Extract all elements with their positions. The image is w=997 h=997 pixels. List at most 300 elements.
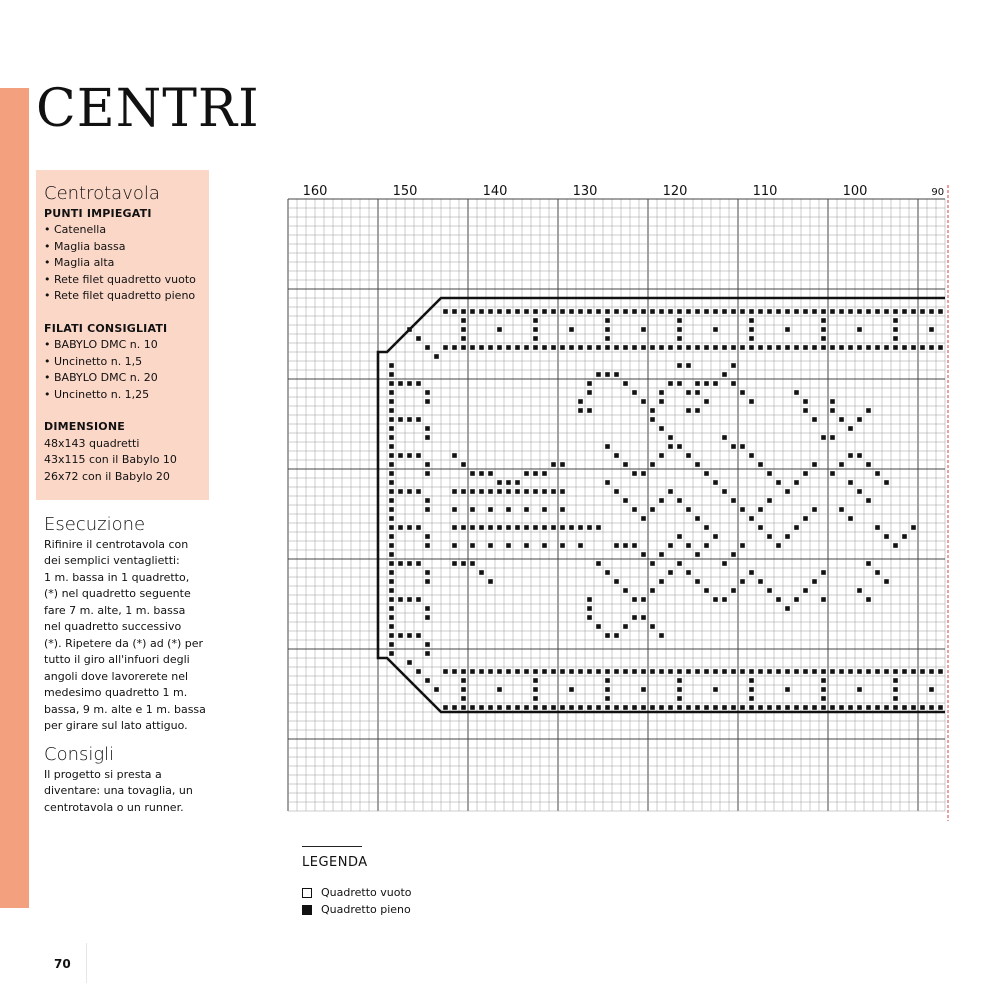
filled-cell: [776, 705, 781, 710]
filled-cell: [623, 309, 628, 314]
filled-cell: [821, 570, 826, 575]
filled-cell: [461, 669, 466, 674]
filled-cell: [596, 372, 601, 377]
filled-cell: [389, 480, 394, 485]
filled-cell: [623, 498, 628, 503]
filled-cell: [686, 345, 691, 350]
filled-cell: [884, 309, 889, 314]
filled-cell: [884, 669, 889, 674]
filled-cell: [911, 669, 916, 674]
list-item: • Maglia bassa: [44, 239, 201, 256]
filled-cell: [623, 588, 628, 593]
filled-cell: [470, 471, 475, 476]
tips-line: centrotavola o un runner.: [44, 800, 184, 814]
filled-cell: [479, 525, 484, 530]
filled-cell: [695, 579, 700, 584]
filled-cell: [506, 480, 511, 485]
filled-cell: [389, 417, 394, 422]
filled-cell: [677, 498, 682, 503]
filled-cell: [677, 336, 682, 341]
filled-cell: [452, 309, 457, 314]
filled-cell: [659, 705, 664, 710]
filled-cell: [389, 372, 394, 377]
filled-cell: [425, 642, 430, 647]
filled-cell: [578, 408, 583, 413]
filled-cell: [587, 345, 592, 350]
filled-cell: [902, 534, 907, 539]
filled-cell: [695, 381, 700, 386]
filled-cell: [830, 435, 835, 440]
filled-cell: [425, 426, 430, 431]
filled-cell: [398, 561, 403, 566]
filled-cell: [875, 525, 880, 530]
filled-cell: [677, 318, 682, 323]
filled-cell: [605, 633, 610, 638]
filled-cell: [713, 309, 718, 314]
filled-cell: [524, 669, 529, 674]
filled-cell: [515, 669, 520, 674]
tick-label: 140: [482, 184, 508, 199]
execution-line: angoli dove lavorerete nel: [44, 669, 189, 683]
filled-cell: [398, 381, 403, 386]
list-item: • Rete filet quadretto pieno: [44, 288, 201, 305]
filled-cell: [587, 390, 592, 395]
dimension-line: 43x115 con il Babylo 10: [44, 453, 177, 467]
filled-cell: [893, 318, 898, 323]
filled-cell: [623, 345, 628, 350]
filled-cell: [470, 525, 475, 530]
filled-cell: [893, 543, 898, 548]
filled-cell: [407, 597, 412, 602]
filled-cell: [776, 480, 781, 485]
filled-cell: [497, 327, 502, 332]
yarns-list: [44, 337, 201, 403]
filled-cell: [407, 525, 412, 530]
filled-cell: [884, 345, 889, 350]
filled-cell: [488, 471, 493, 476]
filled-cell: [668, 444, 673, 449]
filled-cell: [803, 345, 808, 350]
filled-cell: [920, 309, 925, 314]
filled-cell: [407, 489, 412, 494]
filled-cell: [641, 615, 646, 620]
filled-cell: [389, 552, 394, 557]
filled-cell: [587, 615, 592, 620]
filled-cell: [389, 525, 394, 530]
filled-cell: [839, 417, 844, 422]
filled-cell: [533, 687, 538, 692]
filled-cell: [560, 705, 565, 710]
filled-cell: [650, 624, 655, 629]
filled-cell: [650, 588, 655, 593]
filled-cell: [398, 453, 403, 458]
filled-cell: [821, 318, 826, 323]
filled-cell: [839, 345, 844, 350]
filled-cell: [443, 309, 448, 314]
filled-cell: [641, 597, 646, 602]
filled-cell: [623, 624, 628, 629]
filled-cell: [398, 597, 403, 602]
filled-cell: [767, 498, 772, 503]
filled-cell: [821, 678, 826, 683]
filled-cell: [389, 444, 394, 449]
execution-line: dei semplici ventaglietti:: [44, 554, 180, 568]
filled-cell: [767, 669, 772, 674]
filled-cell: [704, 543, 709, 548]
filled-cell: [623, 705, 628, 710]
filled-cell: [452, 453, 457, 458]
filled-cell: [875, 471, 880, 476]
tick-label: 130: [572, 184, 598, 199]
filled-cell: [713, 687, 718, 692]
filled-cell: [389, 390, 394, 395]
filled-cell: [668, 570, 673, 575]
filled-cell: [866, 669, 871, 674]
tick-label: 90: [931, 187, 945, 198]
filled-cell: [641, 516, 646, 521]
filled-cell: [596, 309, 601, 314]
filled-cell: [749, 705, 754, 710]
filled-cell: [776, 309, 781, 314]
list-item: • Uncinetto n. 1,25: [44, 387, 201, 404]
filled-cell: [704, 399, 709, 404]
filled-cell: [893, 669, 898, 674]
filled-cell: [677, 534, 682, 539]
filled-cell: [758, 669, 763, 674]
filled-cell: [407, 381, 412, 386]
filled-cell: [848, 669, 853, 674]
filled-cell: [560, 489, 565, 494]
filled-cell: [812, 309, 817, 314]
filled-cell: [461, 705, 466, 710]
filled-cell: [830, 408, 835, 413]
stitches-heading: PUNTI IMPIEGATI: [44, 206, 152, 220]
filled-cell: [389, 453, 394, 458]
filled-cell: [749, 453, 754, 458]
filled-cell: [920, 705, 925, 710]
filled-cell: [902, 669, 907, 674]
filled-cell: [596, 624, 601, 629]
filled-cell: [749, 516, 754, 521]
filled-cell: [686, 543, 691, 548]
filled-cell: [740, 705, 745, 710]
tick-label: 150: [392, 184, 418, 199]
filled-cell: [677, 678, 682, 683]
filled-cell: [713, 669, 718, 674]
filled-cell: [533, 489, 538, 494]
filled-cell: [911, 345, 916, 350]
filled-cell: [461, 336, 466, 341]
filled-cell: [731, 588, 736, 593]
filled-cell: [551, 669, 556, 674]
filled-cell: [632, 390, 637, 395]
filled-cell: [461, 678, 466, 683]
filled-cell: [722, 597, 727, 602]
filled-cell: [695, 345, 700, 350]
filled-cell: [785, 345, 790, 350]
filled-cell: [407, 660, 412, 665]
filled-cell: [524, 543, 529, 548]
filled-cell: [596, 705, 601, 710]
filled-cell: [893, 705, 898, 710]
filled-cell: [803, 705, 808, 710]
filled-cell: [425, 615, 430, 620]
filled-cell: [425, 543, 430, 548]
filled-cell: [650, 705, 655, 710]
execution-line: nel quadretto successivo: [44, 620, 182, 634]
tick-label: 100: [842, 184, 868, 199]
filled-cell: [659, 390, 664, 395]
filled-cell: [749, 678, 754, 683]
filled-cell: [389, 606, 394, 611]
filled-cell: [470, 507, 475, 512]
filled-cell: [641, 687, 646, 692]
filled-cell: [677, 381, 682, 386]
filled-cell: [461, 309, 466, 314]
filled-cell: [740, 669, 745, 674]
filled-cell: [758, 705, 763, 710]
filled-cell: [749, 669, 754, 674]
filled-cell: [524, 525, 529, 530]
filled-cell: [443, 705, 448, 710]
filled-cell: [812, 345, 817, 350]
filled-cell: [614, 705, 619, 710]
filled-cell: [452, 705, 457, 710]
filled-cell: [641, 309, 646, 314]
filled-cell: [938, 309, 943, 314]
filled-cell: [704, 309, 709, 314]
filled-cell: [857, 309, 862, 314]
filled-cell: [425, 462, 430, 467]
filled-cell: [434, 687, 439, 692]
filled-cell: [749, 345, 754, 350]
legend-title: LEGENDA: [302, 855, 368, 870]
filled-cell: [857, 705, 862, 710]
filled-cell: [839, 309, 844, 314]
execution-line: medesimo quadretto 1 m.: [44, 686, 188, 700]
filled-cell: [776, 669, 781, 674]
filled-cell: [686, 390, 691, 395]
filled-cell: [938, 669, 943, 674]
filled-cell: [389, 651, 394, 656]
filled-cell: [677, 561, 682, 566]
filled-cell: [758, 579, 763, 584]
filled-cell: [479, 570, 484, 575]
filled-cell: [389, 399, 394, 404]
filled-cell: [740, 345, 745, 350]
filled-cell: [488, 525, 493, 530]
filled-cell: [407, 453, 412, 458]
filled-cell: [677, 327, 682, 332]
filled-cell: [641, 552, 646, 557]
filled-cell: [398, 525, 403, 530]
filled-cell: [821, 696, 826, 701]
filled-cell: [461, 345, 466, 350]
filled-cell: [425, 570, 430, 575]
filled-cell: [605, 678, 610, 683]
filled-cell: [596, 345, 601, 350]
filled-cell: [884, 705, 889, 710]
execution-section: [44, 515, 214, 735]
filled-cell: [695, 390, 700, 395]
list-item: • Uncinetto n. 1,5: [44, 354, 201, 371]
dimension-line: 48x143 quadretti: [44, 436, 140, 450]
filled-cell: [929, 705, 934, 710]
filled-cell: [731, 552, 736, 557]
filled-cell: [686, 363, 691, 368]
filled-cell: [605, 687, 610, 692]
filled-cell: [542, 543, 547, 548]
filled-cell: [659, 579, 664, 584]
tick-label: 110: [752, 184, 778, 199]
filled-cell: [542, 669, 547, 674]
filled-cell: [578, 345, 583, 350]
execution-line: per girare sul lato attiguo.: [44, 719, 188, 733]
filled-cell: [866, 408, 871, 413]
filled-cell: [875, 345, 880, 350]
filled-cell: [830, 705, 835, 710]
filled-cell: [488, 345, 493, 350]
filled-cell: [515, 525, 520, 530]
filled-cell: [389, 579, 394, 584]
filled-cell: [821, 687, 826, 692]
filled-cell: [605, 570, 610, 575]
filled-cell: [614, 453, 619, 458]
filled-cell: [659, 552, 664, 557]
filled-cell: [524, 309, 529, 314]
filled-cell: [695, 669, 700, 674]
filled-cell: [812, 417, 817, 422]
legend: [302, 846, 562, 918]
filled-cell: [713, 381, 718, 386]
filled-cell: [614, 669, 619, 674]
filled-cell: [605, 336, 610, 341]
list-item: • BABYLO DMC n. 20: [44, 370, 201, 387]
filled-cell: [722, 561, 727, 566]
filled-cell: [848, 345, 853, 350]
filled-cell: [461, 318, 466, 323]
filled-cell: [731, 705, 736, 710]
filled-cell: [911, 309, 916, 314]
filled-cell: [623, 381, 628, 386]
filled-cell: [632, 345, 637, 350]
legend-item-filled: [302, 901, 562, 918]
filled-cell: [497, 669, 502, 674]
list-item: • Maglia alta: [44, 255, 201, 272]
filled-cell: [650, 417, 655, 422]
filled-cell: [425, 471, 430, 476]
filled-cell: [488, 669, 493, 674]
filled-cell: [821, 345, 826, 350]
filled-cell: [470, 705, 475, 710]
filled-cell: [749, 327, 754, 332]
filled-cell: [839, 462, 844, 467]
filled-cell: [704, 705, 709, 710]
filled-cell: [578, 309, 583, 314]
filled-cell: [767, 345, 772, 350]
filled-cell: [614, 543, 619, 548]
filled-cell: [695, 516, 700, 521]
filled-cell: [542, 345, 547, 350]
filled-cell: [659, 345, 664, 350]
filled-cell: [551, 462, 556, 467]
legend-label: Quadretto pieno: [321, 903, 411, 916]
legend-divider: [302, 846, 362, 847]
filled-cell: [866, 705, 871, 710]
filled-cell: [722, 345, 727, 350]
filled-cell: [686, 705, 691, 710]
filled-cell: [668, 435, 673, 440]
filled-cell: [848, 309, 853, 314]
filled-cell: [560, 669, 565, 674]
filled-cell: [857, 453, 862, 458]
filled-cell: [479, 489, 484, 494]
filled-cell: [641, 669, 646, 674]
filled-cell: [416, 336, 421, 341]
filled-cell: [434, 354, 439, 359]
filled-cell: [668, 309, 673, 314]
filled-cell: [785, 705, 790, 710]
filled-cell: [857, 588, 862, 593]
filled-cell: [695, 705, 700, 710]
filled-cell: [794, 597, 799, 602]
filled-cell: [650, 507, 655, 512]
filled-cell: [749, 570, 754, 575]
dimension-line: 26x72 con il Babylo 20: [44, 469, 170, 483]
filled-cell: [848, 426, 853, 431]
filled-cell: [425, 498, 430, 503]
filled-cell: [488, 705, 493, 710]
filled-cell: [659, 633, 664, 638]
filled-cell: [452, 507, 457, 512]
filled-cell: [857, 327, 862, 332]
filled-cell: [794, 525, 799, 530]
filled-cell: [569, 669, 574, 674]
filled-cell: [605, 345, 610, 350]
filled-cell: [785, 687, 790, 692]
filled-cell: [542, 471, 547, 476]
filled-cell: [659, 426, 664, 431]
filled-cell: [722, 705, 727, 710]
list-item: • Rete filet quadretto vuoto: [44, 272, 201, 289]
filled-cell: [614, 633, 619, 638]
filled-cell: [560, 462, 565, 467]
filled-cell: [452, 669, 457, 674]
filled-cell: [452, 561, 457, 566]
filled-cell: [596, 561, 601, 566]
filled-cell: [416, 489, 421, 494]
filled-cell: [695, 408, 700, 413]
filled-cell: [740, 390, 745, 395]
filled-cell: [587, 408, 592, 413]
filled-cell: [479, 345, 484, 350]
filled-cell: [587, 597, 592, 602]
filled-cell: [515, 309, 520, 314]
filled-cell: [758, 507, 763, 512]
filled-cell: [704, 588, 709, 593]
filled-cell: [812, 705, 817, 710]
filled-cell: [740, 543, 745, 548]
filled-cell: [560, 525, 565, 530]
execution-line: (*). Ripetere da (*) ad (*) per: [44, 636, 204, 650]
filled-cell: [857, 345, 862, 350]
filled-cell: [929, 687, 934, 692]
filled-cell: [659, 399, 664, 404]
filled-cell: [443, 669, 448, 674]
tips-title: Consigli: [44, 744, 115, 765]
filled-cell: [398, 633, 403, 638]
filled-cell: [605, 444, 610, 449]
